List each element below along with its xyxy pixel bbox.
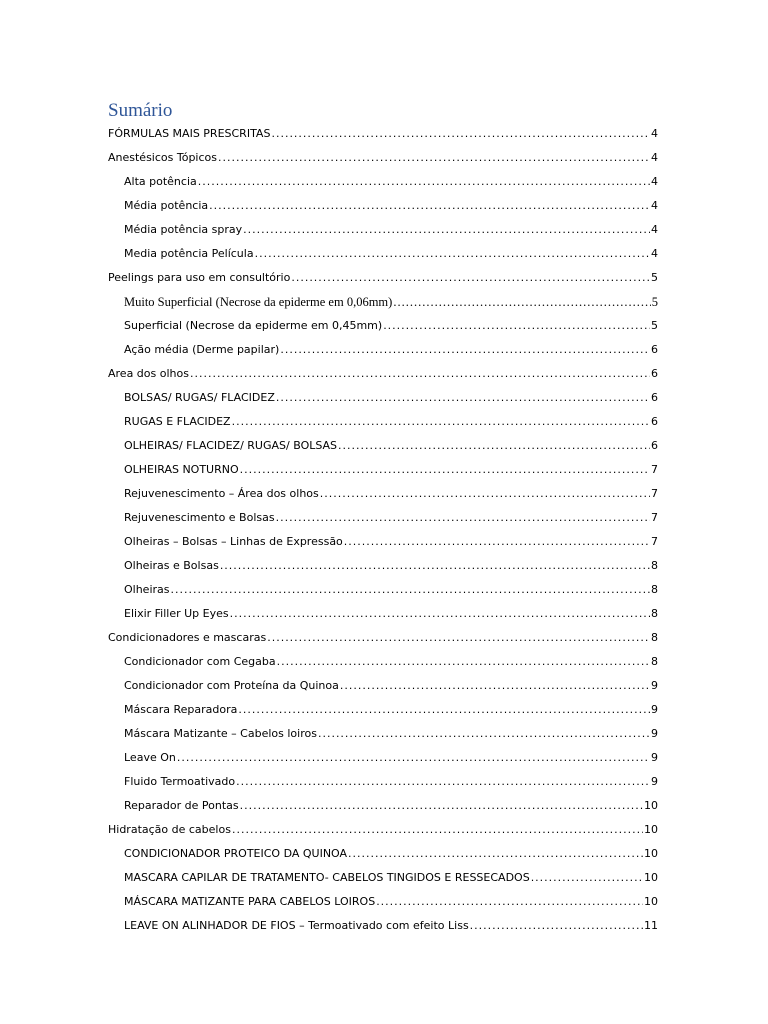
toc-entry-page-number: 10 [644,823,658,836]
toc-entry-page-number: 10 [644,799,658,812]
dot-leader [338,436,650,456]
toc-entry[interactable] [108,866,658,890]
dot-leader [267,628,650,648]
toc-entry-title: Rejuvenescimento e Bolsas [124,511,275,524]
toc-entry[interactable] [108,362,658,386]
toc-entry-title: MÁSCARA MATIZANTE PARA CABELOS LOIROS [124,895,376,908]
toc-entry[interactable] [108,458,658,482]
toc-entry[interactable] [108,314,658,338]
toc-entry[interactable] [108,266,658,290]
toc-entry-title: Condicionador com Proteína da Quinoa [124,679,339,692]
dot-leader [240,460,650,480]
dot-leader [383,316,650,336]
dot-leader [177,748,650,768]
toc-entry-title: Rejuvenescimento – Área dos olhos [124,487,319,500]
toc-entry-page-number: 4 [651,223,658,236]
toc-entry-title: Media potência Película [124,247,254,260]
toc-entry-page-number: 8 [651,631,658,644]
toc-entry[interactable] [108,578,658,602]
toc-entry-title: Peelings para uso em consultório [108,271,291,284]
toc-entry-page-number: 4 [651,175,658,188]
toc-entry-page-number: 10 [644,871,658,884]
toc-entry-page-number: 4 [651,199,658,212]
dot-leader [376,892,643,912]
toc-entry[interactable] [108,506,658,530]
toc-entry-page-number: 9 [651,703,658,716]
toc-entry-title: Olheiras – Bolsas – Linhas de Expressão [124,535,343,548]
dot-leader [240,796,643,816]
toc-entry[interactable] [108,770,658,794]
toc-entry-title: Condicionador com Cegaba [124,655,276,668]
toc-entry-title: Muito Superficial (Necrose da epiderme em 0,06mm) [124,295,393,309]
dot-leader [220,556,650,576]
toc-entry[interactable] [108,674,658,698]
toc-entry[interactable] [108,434,658,458]
dot-leader [344,532,650,552]
dot-leader [232,820,643,840]
toc-entry[interactable] [108,890,658,914]
dot-leader [320,484,650,504]
toc-entry-page-number: 6 [651,391,658,404]
toc-entry[interactable] [108,146,658,170]
dot-leader [277,652,650,672]
dot-leader [171,580,650,600]
toc-entry-title: CONDICIONADOR PROTEICO DA QUINOA [124,847,348,860]
toc-entry-title: FÓRMULAS MAIS PRESCRITAS [108,127,271,140]
toc-entry[interactable] [108,746,658,770]
dot-leader [348,844,643,864]
toc-entry-title: Máscara Reparadora [124,703,238,716]
toc-entry-title: MASCARA CAPILAR DE TRATAMENTO- CABELOS TINGIDOS E RESSECADOS [124,871,530,884]
toc-entry[interactable] [108,626,658,650]
toc-entry[interactable] [108,602,658,626]
toc-entry-page-number: 4 [651,127,658,140]
dot-leader [291,268,650,288]
toc-title: Sumário [108,100,173,121]
toc-entry[interactable] [108,290,658,314]
toc-entry[interactable] [108,530,658,554]
toc-entry-page-number: 5 [651,271,658,284]
toc-entry-title: OLHEIRAS/ FLACIDEZ/ RUGAS/ BOLSAS [124,439,338,452]
toc-entry[interactable] [108,122,658,146]
dot-leader [255,244,650,264]
dot-leader [190,364,650,384]
toc-entry-page-number: 5 [651,295,658,309]
toc-entry-title: Anestésicos Tópicos [108,151,217,164]
toc-entry-title: RUGAS E FLACIDEZ [124,415,231,428]
toc-entry[interactable] [108,914,658,938]
toc-entry-title: Area dos olhos [108,367,189,380]
toc-entry-page-number: 7 [651,463,658,476]
dot-leader [230,604,650,624]
toc-entry[interactable] [108,818,658,842]
toc-entry[interactable] [108,650,658,674]
toc-entry[interactable] [108,170,658,194]
dot-leader [198,172,650,192]
toc-entry-page-number: 9 [651,751,658,764]
toc-entry[interactable] [108,698,658,722]
toc-entry[interactable] [108,410,658,434]
dot-leader [243,220,650,240]
toc-entry-page-number: 9 [651,679,658,692]
toc-entry-title: OLHEIRAS NOTURNO [124,463,239,476]
dot-leader [271,124,650,144]
dot-leader [238,700,650,720]
toc-entry[interactable] [108,482,658,506]
toc-entry-title: Alta potência [124,175,197,188]
toc-entry[interactable] [108,842,658,866]
toc-entry[interactable] [108,218,658,242]
toc-entry[interactable] [108,338,658,362]
toc-entry-page-number: 8 [651,583,658,596]
toc-entry-page-number: 6 [651,343,658,356]
toc-entry-page-number: 4 [651,247,658,260]
toc-entry-title: Hidratação de cabelos [108,823,231,836]
toc-entry-title: Olheiras [124,583,170,596]
toc-entry-page-number: 9 [651,775,658,788]
dot-leader [276,388,650,408]
toc-entry-title: Olheiras e Bolsas [124,559,219,572]
toc-entry-title: Leave On [124,751,176,764]
toc-entry[interactable] [108,242,658,266]
dot-leader [531,868,643,888]
toc-entry-title: Fluido Termoativado [124,775,236,788]
dot-leader [318,724,650,744]
toc-entry-title: LEAVE ON ALINHADOR DE FIOS – Termoativado com efeito Liss [124,919,469,932]
toc-entry-title: Reparador de Pontas [124,799,239,812]
dot-leader [236,772,650,792]
toc-entry-title: Elixir Filler Up Eyes [124,607,229,620]
toc-entry-page-number: 4 [651,151,658,164]
dot-leader [209,196,650,216]
dot-leader [340,676,650,696]
dot-leader [393,292,650,312]
table-of-contents [108,122,658,938]
dot-leader [232,412,650,432]
toc-entry-page-number: 7 [651,535,658,548]
toc-entry-page-number: 8 [651,559,658,572]
toc-entry-title: Média potência [124,199,209,212]
dot-leader [218,148,650,168]
toc-entry[interactable] [108,794,658,818]
toc-entry-page-number: 8 [651,655,658,668]
dot-leader [470,916,643,936]
toc-entry-page-number: 6 [651,415,658,428]
toc-entry-title: BOLSAS/ RUGAS/ FLACIDEZ [124,391,275,404]
toc-entry-page-number: 10 [644,847,658,860]
toc-entry-page-number: 6 [651,367,658,380]
toc-entry-title: Condicionadores e mascaras [108,631,267,644]
toc-entry-page-number: 10 [644,895,658,908]
toc-entry-page-number: 7 [651,511,658,524]
toc-entry-page-number: 7 [651,487,658,500]
toc-entry-page-number: 5 [651,319,658,332]
toc-entry-page-number: 9 [651,727,658,740]
toc-entry-title: Máscara Matizante – Cabelos loiros [124,727,317,740]
toc-entry[interactable] [108,194,658,218]
toc-entry-page-number: 11 [644,919,658,932]
toc-entry-title: Média potência spray [124,223,243,236]
toc-entry[interactable] [108,554,658,578]
toc-entry-page-number: 8 [651,607,658,620]
toc-entry-page-number: 6 [651,439,658,452]
toc-entry-title: Ação média (Derme papilar) [124,343,280,356]
dot-leader [280,340,650,360]
toc-entry[interactable] [108,386,658,410]
dot-leader [276,508,650,528]
toc-entry-title: Superficial (Necrose da epiderme em 0,45mm) [124,319,383,332]
toc-entry[interactable] [108,722,658,746]
